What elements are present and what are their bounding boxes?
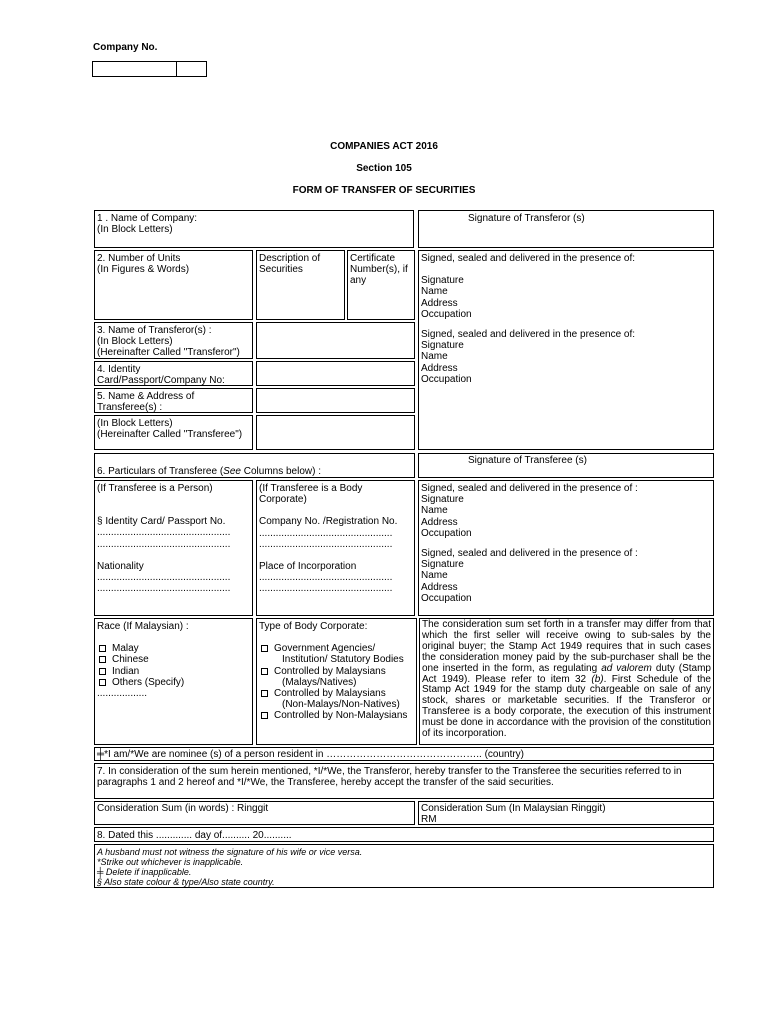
witness1-block [421, 253, 635, 320]
checkbox-icon[interactable] [99, 679, 106, 686]
race-option-others[interactable]: Others (Specify) [97, 677, 250, 688]
witness4-heading: Signed, sealed and delivered in the presence of : [421, 548, 638, 559]
company-no-label: Company No. [93, 42, 158, 53]
transferee-signature-label: Signature of Transferee (s) [468, 455, 587, 466]
identity-cell [94, 361, 253, 386]
number-of-units-label: 2. Number of Units [97, 253, 181, 264]
witness4-occupation: Occupation [421, 592, 472, 604]
transferor-name-field[interactable] [256, 322, 415, 359]
witness4-signature: Signature [421, 559, 464, 571]
body-type-cell [256, 618, 417, 745]
consideration-note-cell: The consideration sum set forth in a transfer may differ from that which the first seller will receive owing to sub-sales by the original buyer; the Stamp Act 1949 requires that in such cases the consideration money paid by the sub-purchaser shall be the one inserted in the form, as regulating ad valorem duty (Stamp Act 1949). Please refer to item 32 (b). First Schedule of the Stamp Act 1949 for the stamp duty chargeable on sale of any stock, shares or marketable securities. If the Transferor or Transferee is a body corporate, the execution of this instrument must be done in accordance with the provision of the constitution of its incorporation. [419, 618, 714, 745]
witness2-address: Address [421, 362, 458, 374]
body-type-option-government[interactable]: Government Agencies/ [259, 643, 414, 654]
transferor-name-label: 3. Name of Transferor(s) : [97, 325, 212, 336]
nominee-cell[interactable] [94, 747, 714, 761]
note-2: *Strike out whichever is inapplicable. [97, 857, 244, 867]
transferee-block-field[interactable] [256, 415, 415, 450]
note-1: A husband must not witness the signature of his wife or vice versa. [97, 847, 363, 857]
witness4-block [421, 548, 638, 604]
witness2-block [421, 329, 635, 385]
transferor-name-cell [94, 322, 253, 359]
checkbox-icon[interactable] [99, 656, 106, 663]
clause7-cell [94, 763, 714, 799]
transferor-signature-cell[interactable] [418, 210, 714, 248]
dated-text: 8. Dated this ............. day of.......... 20.......... [97, 830, 292, 841]
certificate-label-1: Certificate [350, 253, 396, 264]
witness2-signature: Signature [421, 340, 464, 352]
race-option-malay[interactable]: Malay [97, 643, 250, 654]
body-corp-heading-2: Corporate) [259, 494, 307, 506]
sum-myr-cell[interactable] [418, 801, 714, 825]
form-title: FORM OF TRANSFER OF SECURITIES [292, 185, 476, 196]
body-type-option-malays[interactable]: Controlled by Malaysians [259, 666, 414, 677]
identity-label-2: Card/Passport/Company No: [97, 375, 225, 387]
rm-label: RM [421, 814, 437, 825]
incorporation-dots-2: ................................................ [259, 583, 393, 595]
witness4-name: Name [421, 570, 448, 582]
transferor-witness-cell[interactable] [418, 250, 714, 450]
certificate-label-3: any [350, 275, 367, 287]
incorporation-label: Place of Incorporation [259, 561, 357, 573]
notes-block [97, 847, 362, 887]
race-option-indian[interactable]: Indian [97, 666, 250, 677]
transferee-address-cell [94, 388, 253, 413]
witness3-signature: Signature [421, 494, 464, 506]
id-passport-label: § Identity Card/ Passport No. [97, 516, 226, 528]
sum-words-label: Consideration Sum (in words) : Ringgit [97, 803, 269, 814]
name-of-company-cell[interactable] [94, 210, 414, 248]
checkbox-icon[interactable] [261, 668, 268, 675]
witness1-address: Address [421, 297, 458, 309]
witness3-block [421, 483, 638, 539]
witness2-occupation: Occupation [421, 373, 472, 385]
person-cell[interactable] [94, 480, 253, 616]
witness2-heading: Signed, sealed and delivered in the presence of: [421, 329, 636, 340]
witness1-signature: Signature [421, 275, 464, 287]
body-corporate-cell[interactable] [256, 480, 415, 616]
person-heading: (If Transferee is a Person) [97, 483, 213, 494]
securities-label: Securities [259, 264, 303, 276]
body-type-option-government-cont: Institution/ Statutory Bodies [282, 654, 404, 666]
act-title: COMPANIES ACT 2016 [330, 141, 438, 152]
body-type-option-malays-cont: (Malays/Natives) [282, 676, 357, 688]
transferee-address-label-1: 5. Name & Address of [97, 391, 195, 402]
section-title: Section 105 [356, 163, 412, 174]
witness4-address: Address [421, 581, 458, 593]
transferee-called-note: (Hereinafter Called "Transferee") [97, 429, 243, 441]
company-no-field[interactable] [92, 61, 207, 77]
transferee-block-cell [94, 415, 253, 450]
particulars-cell [94, 453, 415, 478]
transferor-signature-label: Signature of Transferor (s) [468, 213, 585, 224]
witness3-address: Address [421, 516, 458, 528]
witness3-heading: Signed, sealed and delivered in the presence of : [421, 483, 638, 494]
transferee-address-field[interactable] [256, 388, 415, 413]
witness3-occupation: Occupation [421, 527, 472, 539]
incorporation-dots-1: ................................................ [259, 572, 393, 584]
identity-label-1: 4. Identity [97, 364, 141, 375]
description-label: Description of [259, 253, 321, 264]
name-of-company-label: 1 . Name of Company: [97, 213, 198, 224]
certificate-label-2: Number(s), if [350, 264, 408, 276]
transferee-signature-cell[interactable] [418, 453, 714, 478]
id-dots-2: ................................................ [97, 538, 231, 550]
body-type-label: Type of Body Corporate: [259, 621, 368, 632]
description-cell[interactable] [256, 250, 345, 320]
checkbox-icon[interactable] [99, 668, 106, 675]
notes-cell [94, 844, 714, 888]
identity-field[interactable] [256, 361, 415, 386]
particulars-label: 6. Particulars of Transferee (See Columns below) : [97, 466, 321, 477]
body-type-option-non-malays-cont: (Non-Malays/Non-Natives) [282, 699, 400, 711]
nominee-text: ╪*I am/*We are nominee (s) of a person resident in ……………………………………….. (country) [97, 749, 525, 760]
witness1-name: Name [421, 286, 448, 298]
checkbox-icon[interactable] [261, 690, 268, 697]
checkbox-icon[interactable] [261, 712, 268, 719]
nationality-dots-1: ................................................ [97, 572, 231, 584]
id-dots-1: ................................................ [97, 527, 231, 539]
nationality-label: Nationality [97, 560, 144, 572]
witness1-occupation: Occupation [421, 308, 472, 320]
registration-dots-1: ................................................ [259, 527, 393, 539]
transferee-address-label-2: Transferee(s) : [97, 402, 163, 414]
sum-myr-label: Consideration Sum (In Malaysian Ringgit) [421, 803, 606, 814]
note-4: § Also state colour & type/Also state country. [97, 877, 275, 887]
witness2-name: Name [421, 351, 448, 363]
certificate-cell[interactable] [347, 250, 415, 320]
body-type-option-non-malaysians[interactable]: Controlled by Non-Malaysians [259, 710, 414, 721]
registration-label: Company No. /Registration No. [259, 516, 398, 528]
dated-cell[interactable] [94, 827, 714, 842]
figures-words-note: (In Figures & Words) [97, 264, 190, 276]
witness3-name: Name [421, 505, 448, 517]
note-3: ╪ Delete if inapplicable. [97, 867, 192, 877]
transferee-witness-cell[interactable] [418, 480, 714, 616]
company-no-divider [176, 61, 177, 77]
registration-dots-2: ................................................ [259, 538, 393, 550]
block-letters-note: (In Block Letters) [97, 224, 173, 236]
nationality-dots-2: ................................................ [97, 583, 231, 595]
transferor-called-note: (Hereinafter Called "Transferor") [97, 347, 240, 359]
race-cell [94, 618, 253, 745]
transferor-block-note: (In Block Letters) [97, 336, 173, 348]
race-label: Race (If Malaysian) : [97, 621, 189, 632]
body-corp-heading-1: (If Transferee is a Body [259, 483, 363, 494]
checkbox-icon[interactable] [261, 645, 268, 652]
transferee-block-note: (In Block Letters) [97, 418, 173, 429]
number-of-units-cell[interactable] [94, 250, 253, 320]
race-option-chinese[interactable]: Chinese [97, 654, 250, 665]
race-others-dots: .................. [97, 688, 148, 700]
witness1-heading: Signed, sealed and delivered in the presence of: [421, 253, 636, 264]
body-type-option-non-malays[interactable]: Controlled by Malaysians [259, 688, 414, 699]
sum-words-cell[interactable] [94, 801, 415, 825]
clause7-text: 7. In consideration of the sum herein mentioned, *I/*We, the Transferor, hereby transfer to the Transferee the securities referred to in paragraphs 1 and 2 hereof and *I/*We, the Transferee, hereby accept the transfer of the said securities. [97, 766, 682, 789]
checkbox-icon[interactable] [99, 645, 106, 652]
